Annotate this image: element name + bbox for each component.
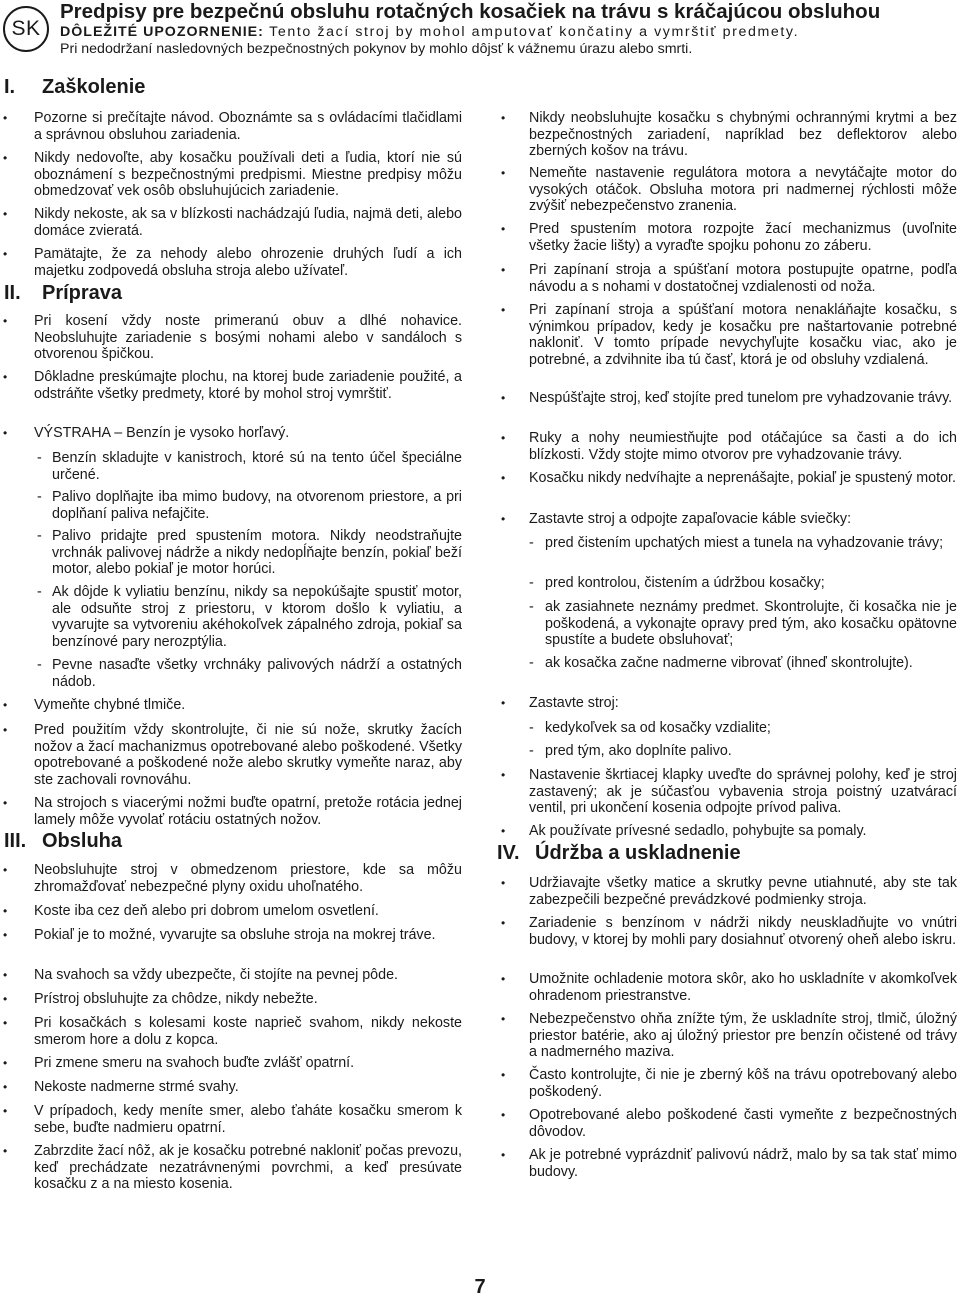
list-item: • Často kontrolujte, či nie je zberný kôš na trávu opotrebovaný alebo poškodený. — [501, 1067, 957, 1100]
list-item: • Zabrzdite žací nôž, ak je kosačku potrebné nakloniť počas prevozu, keď prechádzate nezatrávnenými povrchmi, a keď presúvate kosačku z a na miesto kosenia. — [3, 1143, 462, 1192]
sub-list-item: - Benzín skladujte v kanistroch, ktoré sú na tento účel špeciálne určené. — [37, 450, 462, 483]
list-item: • Pokiaľ je to možné, vyvarujte sa obsluhe stroja na mokrej tráve. — [3, 927, 436, 943]
list-item: • Nikdy neobsluhujte kosačku s chybnými ochrannými krytmi a bez bezpečnostných zariadení, napríklad bez deflektorov alebo zberných košov na trávu. — [501, 110, 957, 159]
list-item: • Udržiavajte všetky matice a skrutky pevne utiahnuté, aby ste tak zabezpečili bezpečné prevádzkové podmienky stroja. — [501, 875, 957, 908]
list-item: • Pri zmene smeru na svahoch buďte zvlášť opatrní. — [3, 1055, 355, 1071]
page-title: Predpisy pre bezpečnú obsluhu rotačných kosačiek na trávu s kráčajúcou obsluhou — [60, 0, 881, 23]
sub-list-item: - Ak dôjde k vyliatiu benzínu, nikdy sa nepokúšajte spustiť motor, ale odsuňte stroj z priestoru, v ktorom došlo k vyliatiu, a vyvarujte sa vytvoreniu akéhokoľvek zápalného zdroja, pokiaľ sa benzínové pary nerozptýlia. — [37, 584, 462, 650]
list-item: • Zariadenie s benzínom v nádrži nikdy neuskladňujte vo vnútri budovy, v ktorej by mohli pary dosiahnuť otvorený oheň alebo iskru. — [501, 915, 957, 948]
list-item: • Koste iba cez deň alebo pri dobrom umelom osvetlení. — [3, 903, 379, 919]
sub-list-item: - Palivo doplňajte iba mimo budovy, na otvorenom priestore, a pri doplňaní paliva nefajčite. — [37, 489, 462, 522]
list-item: • V prípadoch, kedy meníte smer, alebo ťaháte kosačku smerom k sebe, buďte nadmieru opatrní. — [3, 1103, 462, 1136]
sub-list-item: - pred tým, ako doplníte palivo. — [529, 743, 732, 759]
warning-line-1 — [60, 24, 955, 41]
list-item: • Ak je potrebné vyprázdniť palivovú nádrž, malo by sa tak stať mimo budovy. — [501, 1147, 957, 1180]
list-item: • Kosačku nikdy nedvíhajte a neprenášajte, pokiaľ je spustený motor. — [501, 470, 956, 486]
sub-list-item: - kedykoľvek sa od kosačky vzdialite; — [529, 720, 771, 736]
warning-label: DÔLEŽITÉ UPOZORNENIE: — [60, 24, 264, 40]
sub-list-item: - ak zasiahnete neznámy predmet. Skontrolujte, či kosačka nie je poškodená, a vykonajte opravy pred tým, ako kosačku opätovne spustíte a budete obsluhovať; — [529, 599, 957, 648]
list-item: • Nemeňte nastavenie regulátora motora a nevytáčajte motor do vysokých otáčok. Obsluha motora pri nadmernej rýchlosti môže zvýšiť nebezpečenstvo zranenia. — [501, 165, 957, 214]
list-item: • Na svahoch sa vždy ubezpečte, či stojíte na pevnej pôde. — [3, 967, 398, 983]
list-item: • Pri kosačkách s kolesami koste naprieč svahom, nikdy nekoste smerom hore a dolu z kopca. — [3, 1015, 462, 1048]
list-item: • Prístroj obsluhujte za chôdze, nikdy nebežte. — [3, 991, 318, 1007]
list-item: • Nikdy nedovoľte, aby kosačku používali deti a ľudia, ktorí nie sú oboznámení s bezpečnostnými predpismi. Miestne predpisy môžu obmedzovať vek osôb obsluhujúcich zariadenie. — [3, 150, 462, 199]
list-item: • Nespúšťajte stroj, keď stojíte pred tunelom pre vyhadzovanie trávy. — [501, 390, 953, 406]
warning-line-2: Pri nedodržaní nasledovných bezpečnostných pokynov by mohlo dôjsť k vážnemu úrazu alebo smrti. — [60, 41, 693, 57]
list-item: • Nikdy nekoste, ak sa v blízkosti nachádzajú ľudia, najmä deti, alebo domáce zvieratá. — [3, 206, 462, 239]
list-item: • Pri zapínaní stroja a spúšťaní motora postupujte opatrne, podľa návodu a s nohami v dostatočnej vzdialenosti od noža. — [501, 262, 957, 295]
list-item: • Zastavte stroj a odpojte zapaľovacie káble sviečky: — [501, 511, 852, 527]
list-item: • Pozorne si prečítajte návod. Oboznámte sa s ovládacími tlačidlami a správnou obsluhou zariadenia. — [3, 110, 462, 143]
sub-list-item: - ak kosačka začne nadmerne vibrovať (ihneď skontrolujte). — [529, 655, 913, 671]
list-item: • Nekoste nadmerne strmé svahy. — [3, 1079, 239, 1095]
list-item: • Vymeňte chybné tlmiče. — [3, 697, 186, 713]
sub-list-item: - Pevne nasaďte všetky vrchnáky palivových nádrží a ostatných nádob. — [37, 657, 462, 690]
list-item: • Pri zapínaní stroja a spúšťaní motora nenakláňajte kosačku, s výnimkou prípadov, kedy je kosačku pre naštartovanie potrebné nakloniť. V tomto prípade nevychyľujte kosačku viac, ako je potrebné, a zdvihnite iba tú časť, ktorá je od obsluhy vzdialená. — [501, 302, 957, 368]
list-item: • Pri kosení vždy noste primeranú obuv a dlhé nohavice. Neobsluhujte zariadenie s bosými nohami alebo v sandáloch s otvorenou špičkou. — [3, 313, 462, 362]
list-item: • Ruky a nohy neumiestňujte pod otáčajúce sa časti a do ich blízkosti. Vždy stojte mimo otvorov pre vyhadzovanie trávy. — [501, 430, 957, 463]
list-item: • Na strojoch s viacerými nožmi buďte opatrní, pretože rotácia jednej lamely môže vyvolať rotáciu ostatných nožov. — [3, 795, 462, 828]
list-item: • Dôkladne preskúmajte plochu, na ktorej bude zariadenie použité, a odstráňte všetky predmety, ktoré by mohol stroj vymrštiť. — [3, 369, 462, 402]
list-item: • Zastavte stroj: — [501, 695, 619, 711]
page-header — [60, 0, 955, 58]
section-heading-maintenance: IV. Údržba a uskladnenie — [497, 842, 741, 864]
section-heading-training: I. Zaškolenie — [4, 76, 146, 98]
list-item: • Pred použitím vždy skontrolujte, či nie sú nože, skrutky žacích nožov a žací machanizmus opotrebované alebo poškodené. Všetky opotrebované a poškodené nože alebo skrutky vymeňte naraz, aby ste zachovali rovnováhu. — [3, 722, 462, 788]
list-item: • Nebezpečenstvo ohňa znížte tým, že uskladníte stroj, tlmič, úložný priestor batérie, ako aj úložný priestor pre benzín očistené od trávy a nadmerného maziva. — [501, 1011, 957, 1060]
list-item: • Neobsluhujte stroj v obmedzenom priestore, kde sa môžu zhromažďovať nebezpečné plyny oxidu uhoľnatého. — [3, 862, 462, 895]
sub-list-item: - pred čistením upchatých miest a tunela na vyhadzovanie trávy; — [529, 535, 944, 551]
page-number: 7 — [474, 1276, 486, 1298]
sub-list-item: - Palivo pridajte pred spustením motora. Nikdy neodstraňujte vrchnák palivovej nádrže a nikdy nedopĺňajte benzín, pokiaľ beží motor, alebo pokiaľ je motor horúci. — [37, 528, 462, 577]
warning-text: Tento žací stroj by mohol amputovať končatiny a vymrštiť predmety. — [263, 24, 800, 40]
list-item: • Nastavenie škrtiacej klapky uveďte do správnej polohy, keď je stroj zastavený; ak je súčasťou vybavenia stroja poistný uzatvárací ventil, pri ukončení kosenia odpojte prívod paliva. — [501, 767, 957, 816]
section-heading-preparation: II. Príprava — [4, 282, 123, 304]
list-item: • Ak používate prívesné sedadlo, pohybujte sa pomaly. — [501, 823, 867, 839]
list-item: • Umožnite ochladenie motora skôr, ako ho uskladníte v akomkoľvek ohradenom priestranstve. — [501, 971, 957, 1004]
section-heading-operation: III. Obsluha — [4, 830, 123, 852]
sub-list-item: - pred kontrolou, čistením a údržbou kosačky; — [529, 575, 825, 591]
list-item: • Opotrebované alebo poškodené časti vymeňte z bezpečnostných dôvodov. — [501, 1107, 957, 1140]
list-item: • Pred spustením motora rozpojte žací mechanizmus (uvoľnite všetky žacie lišty) a vyraďte spojku pohonu zo záberu. — [501, 221, 957, 254]
language-badge: SK — [3, 6, 49, 52]
list-item: • Pamätajte, že za nehody alebo ohrozenie druhých ľudí a ich majetku zodpovedá obsluha stroja alebo užívateľ. — [3, 246, 462, 279]
list-item: • VÝSTRAHA – Benzín je vysoko horľavý. — [3, 425, 290, 441]
